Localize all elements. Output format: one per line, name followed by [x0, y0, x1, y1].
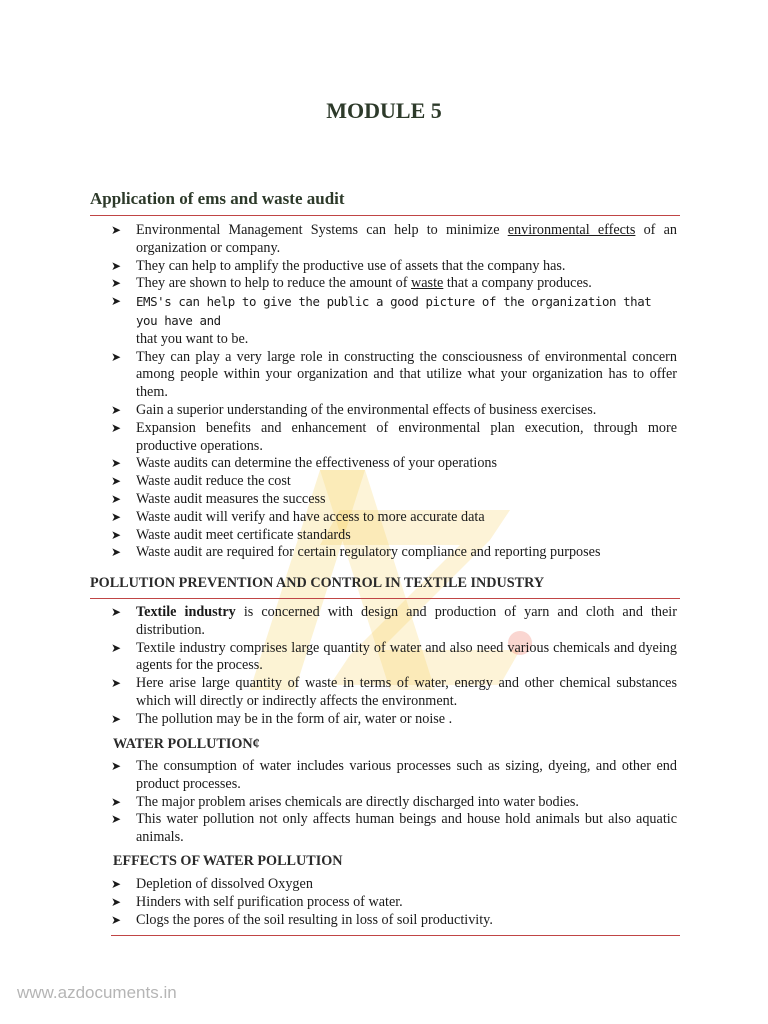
- list-item: ➤ This water pollution not only affects human beings and house hold animals but also aquatic animals.: [111, 811, 677, 846]
- arrowhead-bullet-icon: ➤: [111, 294, 122, 309]
- effects-bullet-list: [111, 876, 677, 929]
- list-item: ➤ Waste audit meet certificate standards: [111, 526, 351, 543]
- arrowhead-bullet-icon: ➤: [111, 276, 122, 291]
- link-environmental-effects[interactable]: environmental effects: [507, 222, 636, 238]
- textile-bullet-list: [111, 604, 677, 729]
- arrowhead-bullet-icon: ➤: [111, 223, 122, 237]
- list-item: ➤ Here arise large quantity of waste in terms of water, energy and other chemical substances which will directly or indirectly affects the environment.: [111, 675, 677, 709]
- list-item: ➤ Textile industry is concerned with design and production of yarn and cloth and their distribution.: [111, 604, 677, 638]
- arrowhead-bullet-icon: ➤: [111, 640, 122, 655]
- link-waste[interactable]: waste: [411, 275, 444, 292]
- section-heading-ems: Application of ems and waste audit: [90, 189, 345, 208]
- ems-bullet-list: [111, 222, 677, 562]
- list-item: ➤ Gain a superior understanding of the environmental effects of business exercises.: [111, 401, 597, 418]
- arrowhead-bullet-icon: ➤: [111, 912, 122, 927]
- arrowhead-bullet-icon: ➤: [111, 509, 122, 524]
- list-item: ➤ They can help to amplify the productive use of assets that the company has.: [111, 257, 566, 274]
- arrowhead-bullet-icon: ➤: [111, 527, 122, 542]
- list-item: ➤ Waste audit reduce the cost: [111, 473, 291, 490]
- module-title: MODULE 5: [326, 98, 442, 123]
- list-item: ➤ Clogs the pores of the soil resulting in loss of soil productivity.: [111, 911, 493, 928]
- arrowhead-bullet-icon: ➤: [111, 402, 122, 417]
- list-item: ➤ The major problem arises chemicals are directly discharged into water bodies.: [111, 793, 579, 810]
- heading-rule: [90, 598, 680, 599]
- list-item: ➤ They are shown to help to reduce the amount of waste that a company produces.: [111, 275, 592, 292]
- footer-watermark-url[interactable]: www.azdocuments.in: [17, 983, 177, 1002]
- list-item: ➤ Waste audit measures the success: [111, 490, 326, 507]
- list-item: ➤ EMS's can help to give the public a good picture of the organization that you have and that you want to be.: [111, 294, 652, 347]
- water-bullet-list: [111, 758, 677, 847]
- list-item: ➤ The pollution may be in the form of air, water or noise .: [111, 710, 453, 727]
- list-item: ➤ Textile industry comprises large quantity of water and also need various chemicals and dyeing agents for the process.: [111, 639, 677, 674]
- list-item: ➤ Waste audit are required for certain regulatory compliance and reporting purposes: [111, 544, 601, 561]
- bottom-rule: [111, 935, 680, 936]
- water-pollution-heading: WATER POLLUTION¢: [113, 736, 260, 752]
- list-item: ➤ Environmental Management Systems can help to minimize environmental effects of an organization or company.: [111, 222, 677, 256]
- arrowhead-bullet-icon: ➤: [111, 877, 122, 891]
- list-item: ➤ Waste audits can determine the effectiveness of your operations: [111, 455, 498, 472]
- list-item: ➤ The consumption of water includes various processes such as sizing, dyeing, and other end product processes.: [111, 758, 677, 792]
- list-item: ➤ Expansion benefits and enhancement of environmental plan execution, through more productive operations.: [111, 419, 677, 454]
- arrowhead-bullet-icon: ➤: [111, 711, 122, 726]
- arrowhead-bullet-icon: ➤: [111, 794, 122, 809]
- section-heading-pollution: POLLUTION PREVENTION AND CONTROL IN TEXTILE INDUSTRY: [90, 575, 545, 591]
- arrowhead-bullet-icon: ➤: [111, 420, 122, 435]
- list-item: ➤ Depletion of dissolved Oxygen: [111, 876, 313, 892]
- arrowhead-bullet-icon: ➤: [111, 349, 122, 364]
- list-item: ➤ They can play a very large role in constructing the consciousness of environmental concern among people within your organization and that utilize what your organization has to offer them.: [111, 348, 677, 401]
- arrowhead-bullet-icon: ➤: [111, 812, 122, 827]
- effects-heading: EFFECTS OF WATER POLLUTION: [113, 853, 343, 869]
- list-item: ➤ Waste audit will verify and have access to more accurate data: [111, 508, 485, 525]
- list-item: ➤ Hinders with self purification process of water.: [111, 893, 403, 910]
- arrowhead-bullet-icon: ➤: [111, 676, 122, 691]
- arrowhead-bullet-icon: ➤: [111, 474, 122, 489]
- arrowhead-bullet-icon: ➤: [111, 759, 122, 773]
- heading-rule: [90, 215, 680, 216]
- arrowhead-bullet-icon: ➤: [111, 545, 122, 560]
- arrowhead-bullet-icon: ➤: [111, 605, 122, 619]
- arrowhead-bullet-icon: ➤: [111, 258, 122, 273]
- arrowhead-bullet-icon: ➤: [111, 894, 122, 909]
- arrowhead-bullet-icon: ➤: [111, 456, 122, 471]
- arrowhead-bullet-icon: ➤: [111, 491, 122, 506]
